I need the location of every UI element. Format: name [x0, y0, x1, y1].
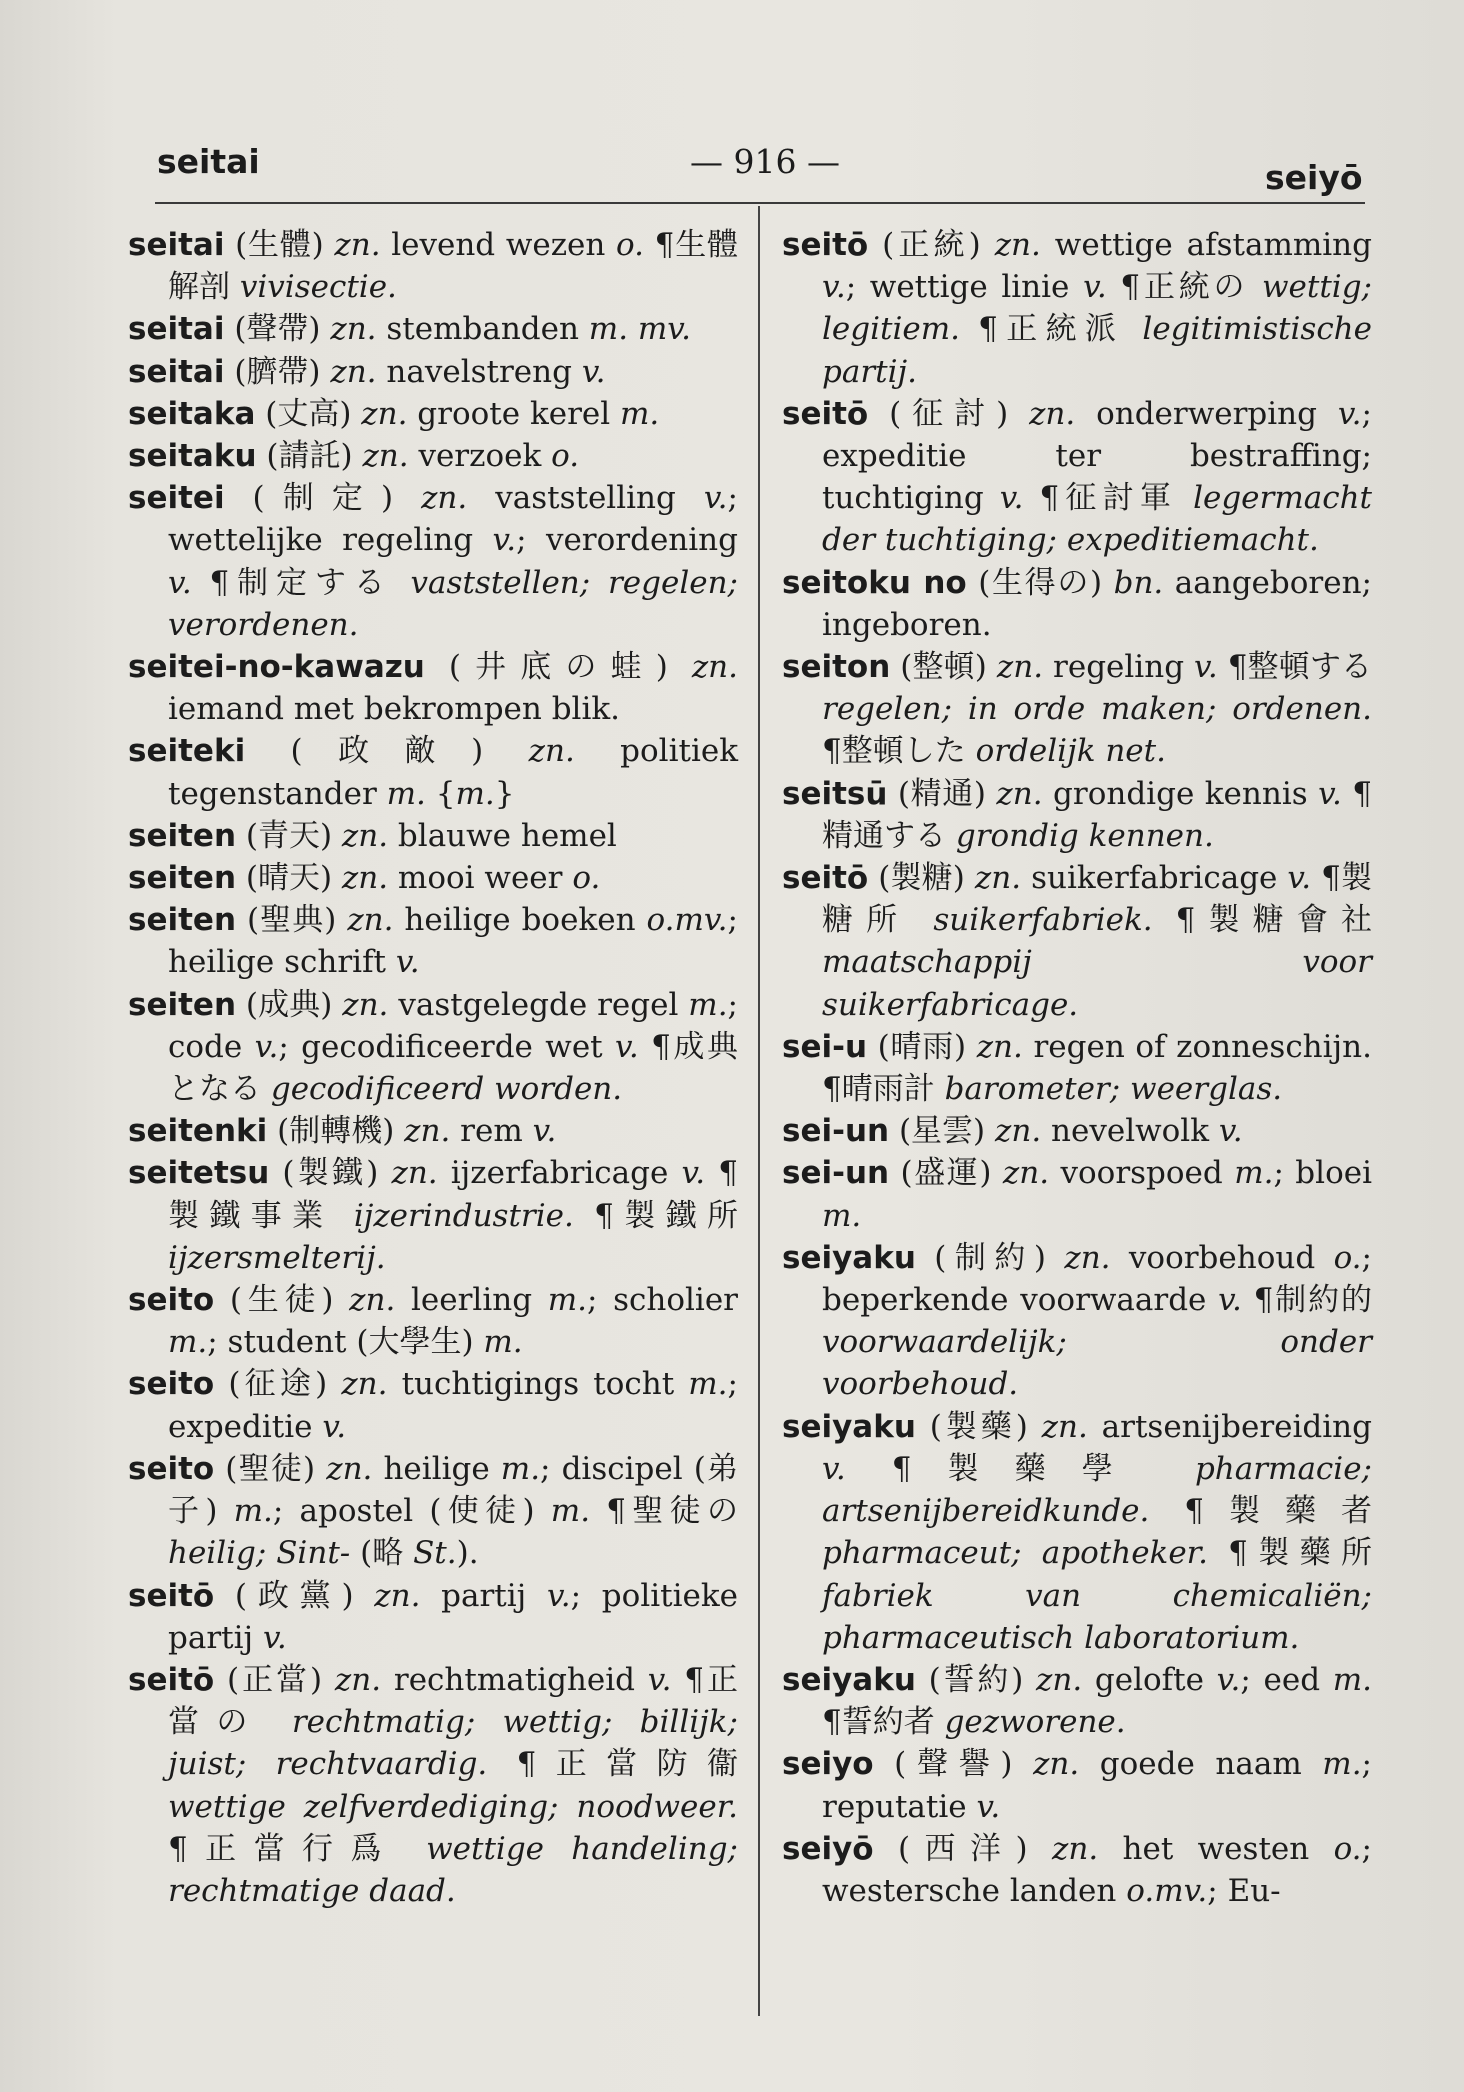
- italic-text: zn.: [341, 860, 389, 897]
- headword: seiteki: [128, 733, 246, 770]
- entry-text: (盛運): [889, 1155, 1003, 1192]
- dictionary-entry: [128, 730, 738, 814]
- entry-text: levend wezen: [380, 227, 617, 263]
- italic-text: zn.: [341, 1366, 388, 1403]
- italic-text: zn.: [994, 227, 1041, 263]
- italic-text: v.: [492, 522, 517, 559]
- italic-text: zn.: [330, 311, 377, 348]
- headword: seiten: [128, 817, 237, 854]
- headword: seitō: [782, 227, 869, 263]
- italic-text: m.: [688, 1366, 728, 1403]
- dictionary-entry: [128, 1448, 738, 1575]
- italic-text: m.: [233, 1493, 273, 1530]
- italic-text: zn.: [996, 649, 1044, 686]
- italic-text: v.: [322, 1408, 347, 1445]
- entry-text: regen of zonneschijn. ¶晴雨計: [822, 1028, 1372, 1108]
- dictionary-entry: [128, 308, 738, 350]
- italic-text: zn.: [361, 395, 408, 432]
- entry-text: ; politieke partij: [168, 1577, 738, 1656]
- italic-text: m.: [386, 775, 426, 812]
- entry-text: {: [425, 775, 456, 812]
- italic-text: v.: [1083, 269, 1107, 306]
- entry-text: ; eed: [1240, 1661, 1333, 1698]
- italic-text: m.: [1234, 1155, 1274, 1192]
- entry-text: ¶精通する: [822, 775, 1373, 854]
- italic-text: v.: [1287, 860, 1312, 897]
- entry-text: nevelwolk: [1041, 1113, 1219, 1150]
- headword: seitaku: [128, 438, 257, 475]
- italic-text: o.: [616, 227, 644, 263]
- italic-text: fabriek van chemicaliën; pharmaceutisch laboratorium.: [822, 1577, 1372, 1656]
- headword: seitō: [128, 1661, 215, 1698]
- italic-text: ordelijk net.: [975, 733, 1166, 770]
- italic-text: zn.: [349, 1282, 396, 1319]
- italic-text: zn.: [330, 353, 377, 390]
- entry-text: navelstreng: [376, 353, 582, 390]
- headword: sei-u: [782, 1028, 868, 1065]
- italic-text: m.: [688, 986, 728, 1023]
- entry-text: groote kerel: [407, 395, 621, 432]
- headword: seiyaku: [782, 1661, 916, 1698]
- dictionary-entry: [128, 1363, 738, 1447]
- entry-text: (制轉機): [267, 1113, 405, 1150]
- italic-text: zn.: [421, 480, 468, 517]
- italic-text: zn.: [691, 649, 738, 686]
- headword: seitō: [128, 1577, 215, 1614]
- italic-text: v.: [1218, 1113, 1243, 1150]
- italic-text: wettige zelfverdediging; noodweer.: [168, 1788, 738, 1825]
- italic-text: voorwaardelijk; onder voorbehoud.: [822, 1324, 1372, 1403]
- entry-text: ¶誓約者: [822, 1704, 945, 1741]
- entry-text: grondige kennis: [1042, 775, 1319, 812]
- dictionary-entry: [128, 1279, 738, 1363]
- entry-text: (聖典): [236, 902, 348, 939]
- dictionary-entry: [782, 773, 1372, 857]
- headword: seito: [128, 1366, 215, 1403]
- italic-text: v.: [395, 944, 420, 981]
- right-column: [782, 224, 1372, 1912]
- entry-text: ; discipel (弟子): [168, 1450, 739, 1530]
- entry-text: (晴天): [236, 860, 342, 897]
- headword: seitai: [128, 353, 225, 390]
- entry-text: (製藥): [915, 1408, 1042, 1445]
- entry-text: (征途): [214, 1366, 342, 1403]
- italic-text: zn.: [362, 438, 409, 475]
- entry-text: vastgelegde regel: [388, 986, 689, 1023]
- headword: seitei: [128, 480, 225, 517]
- italic-text: o.mv.: [1126, 1872, 1208, 1909]
- dictionary-entry: [782, 1406, 1372, 1659]
- entry-text: ¶製鐵事業: [168, 1155, 738, 1234]
- italic-text: v.: [999, 480, 1024, 517]
- entry-text: heilige: [372, 1450, 501, 1487]
- italic-text: m.: [550, 1493, 591, 1530]
- italic-text: m.: [547, 1282, 587, 1319]
- italic-text: v.: [681, 1155, 706, 1192]
- entry-text: aangeboren; ingeboren.: [822, 564, 1372, 643]
- entry-text: voorbehoud: [1110, 1239, 1334, 1276]
- italic-text: regelen; in orde maken; ordenen.: [822, 691, 1372, 728]
- italic-text: St.: [413, 1535, 457, 1572]
- italic-text: m. mv.: [588, 311, 691, 348]
- dictionary-entry: [782, 1659, 1372, 1743]
- italic-text: wettige handeling; rechtmatige daad.: [168, 1830, 738, 1909]
- entry-text: politiek tegenstander: [168, 733, 738, 812]
- dictionary-entry: [128, 899, 738, 983]
- entry-text: (丈高): [255, 395, 362, 432]
- italic-text: zn.: [341, 817, 389, 854]
- entry-text: ¶製鐵所: [573, 1197, 738, 1234]
- italic-text: o.: [551, 438, 580, 475]
- italic-text: o.: [1333, 1830, 1362, 1867]
- italic-text: v.: [703, 480, 728, 517]
- entry-text: artsenijbereiding: [1087, 1408, 1372, 1445]
- italic-text: gecodificeerd worden.: [270, 1071, 623, 1108]
- entry-text: ; wettige linie: [845, 269, 1084, 306]
- italic-text: maatschappij voor suikerfabricage.: [822, 944, 1372, 1023]
- headword: seitaka: [128, 395, 256, 432]
- italic-text: v.: [254, 1028, 279, 1065]
- entry-text: ; expeditie ter bestraffing; tuchtiging: [822, 395, 1372, 517]
- entry-text: (晴雨): [867, 1028, 977, 1065]
- italic-text: v.: [822, 269, 846, 306]
- entry-text: (製鐵): [269, 1155, 392, 1192]
- italic-text: zn.: [995, 1113, 1042, 1150]
- entry-text: ; student (大學生): [207, 1324, 484, 1361]
- italic-text: zn.: [1033, 1746, 1080, 1783]
- italic-text: v.: [615, 1028, 639, 1065]
- headword: seitai: [128, 227, 225, 263]
- italic-text: m.: [822, 1197, 862, 1234]
- italic-text: zn.: [391, 1155, 438, 1192]
- entry-text: suikerfabricage: [1021, 860, 1288, 897]
- entry-text: wettige afstamming: [1040, 227, 1372, 263]
- entry-text: (井底の蛙): [424, 649, 692, 686]
- entry-text: (生徒): [214, 1282, 350, 1319]
- headword: seitō: [782, 395, 869, 432]
- entry-text: iemand met bekrompen blik.: [168, 691, 621, 728]
- entry-text: gelofte: [1082, 1661, 1217, 1698]
- entry-text: partij: [420, 1577, 547, 1614]
- entry-text: (青天): [236, 817, 342, 854]
- italic-text: rechtmatig; wettig; billijk; juist; rechtvaardig.: [168, 1704, 738, 1783]
- entry-text: (正當): [214, 1661, 335, 1698]
- italic-text: vaststellen; regelen; verordenen.: [168, 564, 738, 643]
- italic-text: v.: [168, 564, 192, 601]
- entry-text: voorspoed: [1049, 1155, 1235, 1192]
- headword: seitei-no-kawazu: [128, 649, 425, 686]
- italic-text: m.: [483, 1324, 523, 1361]
- entry-text: (生得の): [966, 564, 1114, 601]
- dictionary-entry: [782, 1026, 1372, 1110]
- entry-text: rem: [450, 1113, 533, 1150]
- entry-text: ¶正當防衞: [487, 1746, 739, 1783]
- entry-text: ¶制定する: [191, 564, 411, 601]
- italic-text: v.: [1218, 1282, 1242, 1319]
- italic-text: zn.: [347, 902, 394, 939]
- dictionary-entry: [782, 857, 1372, 1026]
- entry-text: ; Eu-: [1207, 1872, 1281, 1909]
- italic-text: m.: [500, 1450, 541, 1487]
- dictionary-entry: [782, 646, 1372, 773]
- headword: seitō: [782, 860, 869, 897]
- dictionary-entry: [782, 1110, 1372, 1152]
- entry-text: mooi weer: [388, 860, 573, 897]
- dictionary-entry: [782, 393, 1372, 562]
- dictionary-entry: [128, 646, 738, 730]
- entry-text: ; beperkende voorwaarde: [822, 1239, 1372, 1319]
- dictionary-entry: [128, 1575, 738, 1659]
- entry-text: rechtmatigheid: [381, 1661, 648, 1698]
- dictionary-entry: [128, 435, 738, 477]
- entry-text: ¶製糖所: [822, 860, 1373, 939]
- dictionary-entry: [128, 224, 738, 308]
- headword: seitenki: [128, 1113, 268, 1150]
- header-rule: [155, 202, 1365, 204]
- italic-text: heilig; Sint-: [168, 1535, 351, 1572]
- italic-text: barometer; weerglas.: [944, 1071, 1283, 1108]
- italic-text: gezworene.: [944, 1704, 1126, 1741]
- italic-text: zn.: [1052, 1830, 1099, 1867]
- entry-text: (征討): [868, 395, 1030, 432]
- entry-text: ; wettelijke regeling: [168, 480, 738, 559]
- entry-text: (星雲): [889, 1113, 996, 1150]
- italic-text: zn.: [1029, 395, 1076, 432]
- entry-text: ¶征討軍: [1023, 480, 1194, 517]
- entry-text: ; scholier: [586, 1282, 738, 1319]
- headword: seiten: [128, 986, 237, 1023]
- entry-text: (制定): [224, 480, 422, 517]
- italic-text: v.: [647, 1661, 672, 1698]
- italic-text: grondig kennen.: [955, 817, 1214, 854]
- italic-text: pharmaceut; apotheker.: [822, 1535, 1208, 1572]
- italic-text: pharmacie; artsenijbereidkunde.: [822, 1450, 1372, 1530]
- headword: sei-un: [782, 1113, 890, 1150]
- italic-text: v.: [976, 1788, 1001, 1825]
- italic-text: v.: [1194, 649, 1218, 686]
- entry-text: ¶生體解剖: [168, 227, 739, 306]
- entry-text: (制約): [915, 1239, 1065, 1276]
- dictionary-entry: [782, 1828, 1372, 1912]
- page-number: — 916 —: [690, 142, 840, 181]
- italic-text: m.: [1322, 1746, 1362, 1783]
- entry-text: ¶製糖會社: [1152, 902, 1372, 939]
- italic-text: zn.: [976, 1028, 1023, 1065]
- italic-text: legermacht der tuchtiging; expeditiemacht.: [822, 480, 1373, 559]
- headword: seitsū: [782, 775, 888, 812]
- dictionary-entry: [128, 351, 738, 393]
- italic-text: zn.: [342, 986, 389, 1023]
- headword: seiton: [782, 649, 891, 686]
- italic-text: m.: [168, 1324, 208, 1361]
- italic-text: zn.: [1036, 1661, 1083, 1698]
- italic-text: zn.: [1064, 1239, 1111, 1276]
- italic-text: v.: [1318, 775, 1342, 812]
- italic-text: zn.: [528, 733, 575, 770]
- dictionary-entry: [782, 1237, 1372, 1406]
- entry-text: ; reputatie: [822, 1746, 1372, 1825]
- entry-text: ; bloei: [1273, 1155, 1372, 1192]
- headword: seitetsu: [128, 1155, 270, 1192]
- headword: seiten: [128, 860, 237, 897]
- headword: seito: [128, 1450, 215, 1487]
- entry-text: ; code: [168, 986, 738, 1065]
- entry-text: ; westersche landen: [822, 1830, 1372, 1909]
- entry-text: (聲譽): [873, 1746, 1034, 1783]
- entry-text: (誓約): [915, 1661, 1037, 1698]
- italic-text: zn.: [326, 1450, 373, 1487]
- italic-text: zn.: [404, 1113, 451, 1150]
- dictionary-entry: [782, 224, 1372, 393]
- entry-text: vaststelling: [467, 480, 704, 517]
- entry-text: ; apostel (使徒): [272, 1493, 551, 1530]
- italic-text: o.mv.: [646, 902, 728, 939]
- entry-text: goede naam: [1079, 1746, 1323, 1783]
- entry-text: (臍帶): [224, 353, 331, 390]
- italic-text: bn.: [1113, 564, 1164, 601]
- headword: seiyaku: [782, 1239, 916, 1276]
- italic-text: zn.: [996, 775, 1043, 812]
- entry-text: ; gecodificeerde wet: [278, 1028, 616, 1065]
- dictionary-entry: [128, 815, 738, 857]
- dictionary-entry: [128, 393, 738, 435]
- italic-text: zn.: [974, 860, 1022, 897]
- headword: seitai: [128, 311, 225, 348]
- entry-text: ¶正當行爲: [168, 1830, 427, 1867]
- dictionary-entry: [128, 477, 738, 646]
- running-head-right: seiyō: [1265, 158, 1363, 197]
- entry-text: }: [494, 775, 515, 812]
- headword: seiyō: [782, 1830, 874, 1867]
- italic-text: ijzersmelterij.: [168, 1239, 386, 1276]
- entry-text: heilige boeken: [393, 902, 647, 939]
- entry-text: (政黨): [214, 1577, 375, 1614]
- entry-text: (整頓): [890, 649, 997, 686]
- entry-text: (成典): [236, 986, 343, 1023]
- running-head-left: seitai: [157, 142, 260, 181]
- italic-text: v.: [581, 353, 606, 390]
- entry-text: (西洋): [873, 1830, 1053, 1867]
- entry-text: tuchtigings tocht: [387, 1366, 689, 1403]
- italic-text: v.: [532, 1113, 557, 1150]
- entry-text: ¶製藥所: [1207, 1535, 1373, 1572]
- entry-text: stembanden: [376, 311, 589, 348]
- italic-text: zn.: [334, 227, 381, 263]
- entry-text: verzoek: [408, 438, 552, 475]
- dictionary-entry: [782, 1152, 1372, 1236]
- headword: seito: [128, 1282, 215, 1319]
- italic-text: ijzerindustrie.: [353, 1197, 574, 1234]
- dictionary-entry: [128, 1152, 738, 1279]
- entry-text: ; expeditie: [168, 1366, 738, 1445]
- entry-text: ¶制約的: [1241, 1282, 1373, 1319]
- dictionary-entry: [128, 1659, 738, 1912]
- headword: seitoku no: [782, 564, 967, 601]
- dictionary-entry: [128, 1110, 738, 1152]
- headword: seiten: [128, 902, 237, 939]
- italic-text: legitimistische partij.: [822, 311, 1372, 390]
- entry-text: het westen: [1098, 1830, 1334, 1867]
- headword: seiyo: [782, 1746, 874, 1783]
- entry-text: ¶製藥學: [845, 1450, 1195, 1487]
- italic-text: o.: [1333, 1239, 1362, 1276]
- entry-text: leerling: [395, 1282, 548, 1319]
- headword: sei-un: [782, 1155, 890, 1192]
- entry-text: ijzerfabricage: [437, 1155, 682, 1192]
- entry-text: onderwerping: [1075, 395, 1338, 432]
- italic-text: wettig; legitiem.: [822, 269, 1372, 348]
- italic-text: zn.: [1041, 1408, 1088, 1445]
- entry-text: blauwe hemel: [388, 817, 617, 854]
- entry-text: ¶聖徒の: [590, 1493, 739, 1530]
- italic-text: v.: [262, 1619, 287, 1656]
- entry-text: (正統): [868, 227, 995, 263]
- entry-text: ; verordening: [516, 522, 738, 559]
- dictionary-entry: [128, 857, 738, 899]
- italic-text: zn.: [334, 1661, 382, 1698]
- dictionary-entry: [782, 1743, 1372, 1827]
- entry-text: ¶製藥者: [1149, 1493, 1372, 1530]
- headword: seiyaku: [782, 1408, 916, 1445]
- entry-text: ¶整頓した: [822, 733, 976, 770]
- column-divider: [758, 206, 760, 2016]
- entry-text: (製糖): [868, 860, 975, 897]
- entry-text: ¶整頓する: [1217, 649, 1373, 686]
- entry-text: (請託): [256, 438, 363, 475]
- italic-text: v.: [1216, 1661, 1241, 1698]
- italic-text: v.: [822, 1450, 846, 1487]
- dictionary-entry: [128, 984, 738, 1111]
- italic-text: m.: [1332, 1661, 1372, 1698]
- entry-text: regeling: [1043, 649, 1195, 686]
- entry-text: (聲帶): [224, 311, 331, 348]
- italic-text: v.: [1337, 395, 1362, 432]
- left-column: [128, 224, 738, 1912]
- italic-text: m.: [455, 775, 495, 812]
- entry-text: (生體): [224, 227, 335, 263]
- dictionary-entry: [782, 562, 1372, 646]
- entry-text: (精通): [887, 775, 997, 812]
- italic-text: o.: [572, 860, 601, 897]
- italic-text: v.: [546, 1577, 571, 1614]
- entry-text: ; heilige schrift: [168, 902, 738, 981]
- entry-text: ¶正當の: [168, 1661, 738, 1741]
- italic-text: zn.: [1002, 1155, 1050, 1192]
- entry-text: ¶正統派: [960, 311, 1143, 348]
- entry-text: ).: [456, 1535, 479, 1572]
- italic-text: zn.: [374, 1577, 421, 1614]
- italic-text: m.: [620, 395, 660, 432]
- italic-text: vivisectie.: [239, 269, 397, 306]
- entry-text: ¶成典となる: [168, 1028, 738, 1108]
- italic-text: suikerfabriek.: [933, 902, 1153, 939]
- entry-text: ¶正統の: [1106, 269, 1262, 306]
- entry-text: (略: [350, 1535, 414, 1572]
- entry-text: (聖徒): [214, 1450, 327, 1487]
- entry-text: (政敵): [245, 733, 529, 770]
